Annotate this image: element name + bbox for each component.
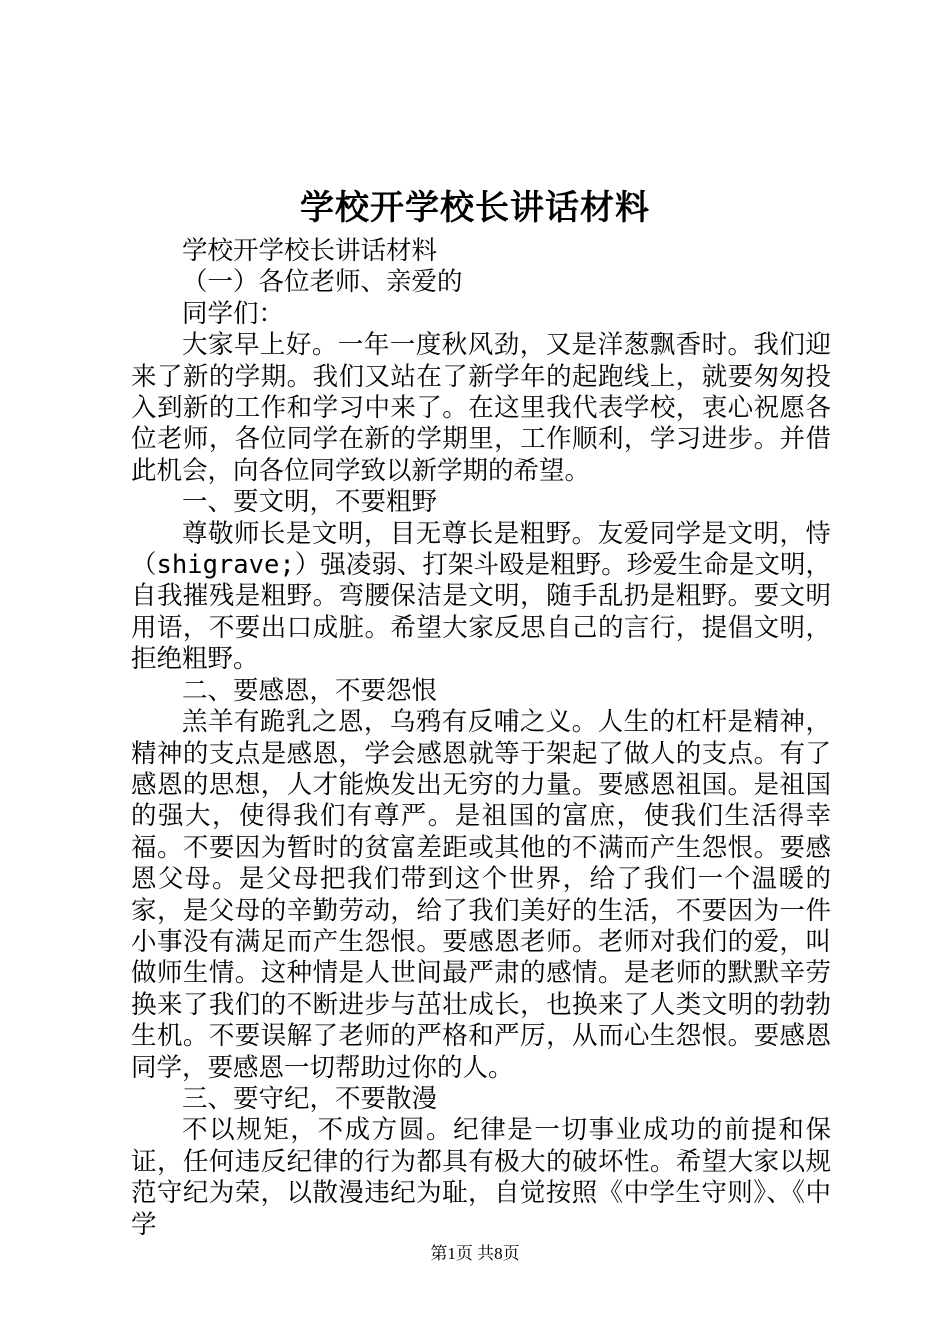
paragraph-discipline: 不以规矩，不成方圆。纪律是一切事业成功的前提和保证，任何违反纪律的行为都具有极大的破坏性。希望大家以规范守纪为荣，以散漫违纪为耻，自觉按照《中学生守则》、《中学 (131, 1115, 831, 1240)
paragraph-subtitle: 学校开学校长讲话材料 (182, 236, 438, 266)
document-body (131, 236, 831, 1241)
paragraph-part-one: （一）各位老师、亲爱的 (182, 267, 463, 298)
page-footer: 第1页 共8页 (430, 1244, 520, 1263)
heading-discipline: 三、要守纪，不要散漫 (182, 1083, 438, 1114)
heading-gratitude: 二、要感恩，不要怨恨 (182, 675, 438, 706)
paragraph-greeting: 大家早上好。一年一度秋风劲，又是洋葱飘香时。我们迎来了新的学期。我们又站在了新学年的起跑线上，就要匆匆投入到新的工作和学习中来了。在这里我代表学校，衷心祝愿各位老师，各位同学在新的学期里，工作顺利，学习进步。并借此机会，向各位同学致以新学期的希望。 (131, 330, 831, 486)
paragraph-civility: 尊敬师长是文明，目无尊长是粗野。友爱同学是文明，恃（shigrave;）强凌弱、打架斗殴是粗野。珍爱生命是文明，自我摧残是粗野。弯腰保洁是文明，随手乱扔是粗野。要文明用语，不要出口成脏。希望大家反思自己的言行，提倡文明，拒绝粗野。 (131, 518, 831, 675)
document-title: 学校开学校长讲话材料 (300, 188, 650, 228)
paragraph-gratitude: 羔羊有跪乳之恩，乌鸦有反哺之义。人生的杠杆是精神，精神的支点是感恩，学会感恩就等于架起了做人的支点。有了感恩的思想，人才能焕发出无穷的力量。要感恩祖国。是祖国的强大，使得我们有尊严。是祖国的富庶，使我们生活得幸福。不要因为暂时的贫富差距或其他的不满而产生怨恨。要感恩父母。是父母把我们带到这个世界，给了我们一个温暖的家，是父母的辛勤劳动，给了我们美好的生活，不要因为一件小事没有满足而产生怨恨。要感恩老师。老师对我们的爱，叫做师生情。这种情是人世间最严肃的感情。是老师的默默辛劳换来了我们的不断进步与茁壮成长，也换来了人类文明的勃勃生机。不要误解了老师的严格和严厉，从而心生怨恨。要感恩同学，要感恩一切帮助过你的人。 (131, 707, 831, 1083)
paragraph-salutation: 同学们： (182, 298, 285, 329)
heading-civility: 一、要文明，不要粗野 (182, 487, 438, 518)
